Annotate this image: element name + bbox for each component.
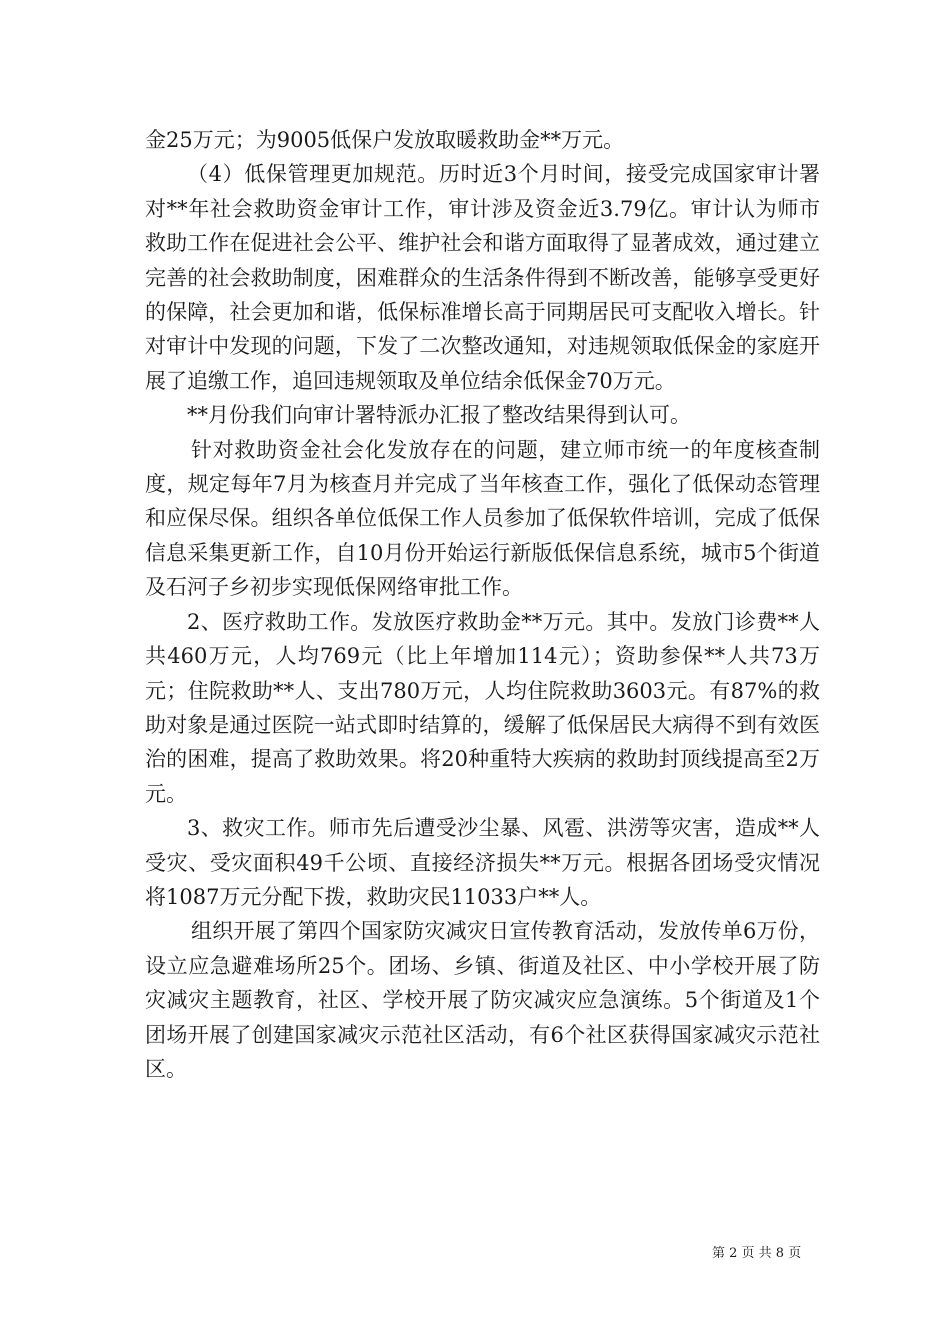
- document-body: [145, 123, 820, 1086]
- page-number: 第 2 页 共 8 页: [712, 1246, 802, 1261]
- paragraph-audit-report: **月份我们向审计署特派办汇报了整改结果得到认可。: [187, 403, 691, 428]
- paragraph-annual-review: 针对救助资金社会化发放存在的问题，建立师市统一的年度核查制度，规定每年7月为核查月并完成了当年核查工作，强化了低保动态管理和应保尽保。组织各单位低保工作人员参加了低保软件培训，完成了低保信息采集更新工作，自10月份开始运行新版低保信息系统，城市5个街道及石河子乡初步实现低保网络审批工作。: [145, 437, 820, 600]
- paragraph-disaster-prevention: 组织开展了第四个国家防灾减灾日宣传教育活动，发放传单6万份，设立应急避难场所25个。团场、乡镇、街道及社区、中小学校开展了防灾减灾主题教育，社区、学校开展了防灾减灾应急演练。5个街道及1个团场开展了创建国家减灾示范社区活动，有6个社区获得国家减灾示范社区。: [145, 919, 820, 1081]
- paragraph-relief-fund: 金25万元；为9005低保户发放取暖救助金**万元。: [145, 128, 625, 152]
- paragraph-low-income-management: （4）低保管理更加规范。历时近3个月时间，接受完成国家审计署对**年社会救助资金审计工作，审计涉及资金近3.79亿。审计认为师市救助工作在促进社会公平、维护社会和谐方面取得了显著成效，通过建立完善的社会救助制度，困难群众的生活条件得到不断改善，能够享受更好的保障，社会更加和谐，低保标准增长高于同期居民可支配收入增长。针对审计中发现的问题，下发了二次整改通知，对违规领取低保金的家庭开展了追缴工作，追回违规领取及单位结余低保金70万元。: [145, 162, 820, 393]
- paragraph-medical-relief: 2、医疗救助工作。发放医疗救助金**万元。其中。发放门诊费**人共460万元，人均769元（比上年增加114元）；资助参保**人共73万元；住院救助**人、支出780万元，人均住院救助3603元。有87%的救助对象是通过医院一站式即时结算的，缓解了低保居民大病得不到有效医治的困难，提高了救助效果。将20种重特大疾病的救助封顶线提高至2万元。: [145, 609, 820, 806]
- paragraph-disaster-relief: 3、救灾工作。师市先后遭受沙尘暴、风雹、洪涝等灾害，造成**人受灾、受灾面积49千公顷、直接经济损失**万元。根据各团场受灾情况将1087万元分配下拨，救助灾民11033户**人。: [145, 816, 820, 909]
